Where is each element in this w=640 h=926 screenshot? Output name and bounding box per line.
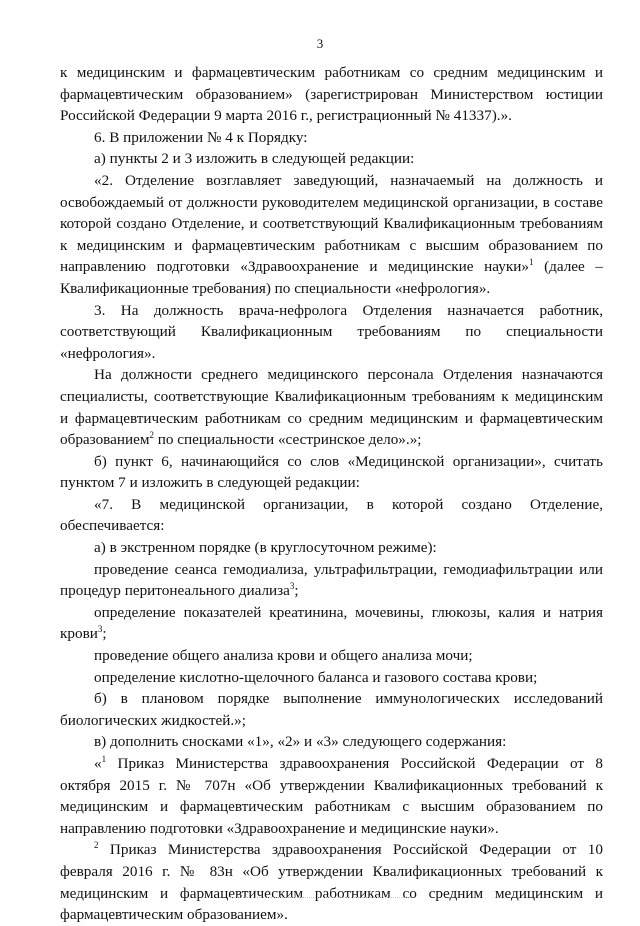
footnote-mark: 1: [528, 257, 534, 268]
footnote-text: [60, 839, 603, 925]
paragraph-text: проведение общего анализа крови и общего анализа мочи;: [94, 647, 473, 665]
paragraph-text: «7. В медицинской организации, в которой создано Отделение, обеспечивается:: [60, 495, 603, 535]
paragraph: [60, 170, 603, 300]
paragraph: [60, 364, 603, 450]
scan-artifact: [230, 897, 410, 901]
paragraph: [60, 62, 603, 127]
paragraph: [60, 667, 603, 689]
paragraph-text: Приказ Министерства здравоохранения Российской Федерации от 8 октября 2015 г. № 707н «Об утверждении Квалификационных требований к медицинским и фармацевтическим работникам с высшим образованием по направлению подготовки «Здравоохранение и медицинские науки».: [60, 755, 603, 837]
paragraph-text: ;: [102, 625, 107, 643]
paragraph: [60, 127, 603, 149]
paragraph-text: а) пункты 2 и 3 изложить в следующей редакции:: [94, 150, 415, 168]
paragraph-text: «: [94, 755, 102, 772]
document-body: [60, 62, 603, 926]
paragraph-text: ;: [294, 582, 299, 600]
paragraph-text: б) пункт 6, начинающийся со слов «Медицинской организации», считать пунктом 7 и изложить в следующей редакции:: [60, 452, 603, 492]
paragraph-text: «2. Отделение возглавляет заведующий, назначаемый на должность и освобождаемый от должности руководителем медицинской организации, в составе которой создано Отделение, и соответствующий Квалификационным требованиям к медицинским и фармацевтическим работникам с высшим образованием по направлению подготовки «Здравоохранение и медицинские науки»: [60, 171, 603, 276]
footnote-mark: 3: [289, 581, 295, 592]
footnote-mark: 1: [101, 753, 107, 764]
paragraph: [60, 731, 603, 753]
paragraph: [60, 300, 603, 365]
footnote-mark: 2: [94, 840, 99, 851]
footnote-mark: 3: [97, 624, 103, 635]
paragraph: [60, 537, 603, 559]
paragraph: [60, 451, 603, 494]
paragraph-text: б) в плановом порядке выполнение иммунологических исследований биологических жидкостей.»;: [60, 690, 603, 729]
paragraph-text: а) в экстренном порядке (в круглосуточном режиме):: [94, 539, 437, 557]
paragraph-text: проведение сеанса гемодиализа, ультрафильтрации, гемодиафильтрации или процедур перитонеального диализа: [60, 560, 603, 600]
page-number: 3: [316, 36, 324, 51]
paragraph: [60, 602, 603, 645]
footnote-mark: 2: [149, 430, 154, 441]
paragraph-text: (далее – Квалификационные требования) по специальности «нефрология».: [60, 258, 603, 297]
paragraph-text: 6. В приложении № 4 к Порядку:: [94, 128, 308, 146]
paragraph-text: На должности среднего медицинского персонала Отделения назначаются специалисты, соответствующие Квалификационным требованиям к медицинским и фармацевтическим работникам со средним медицинским и фармацевтическим образованием: [60, 366, 603, 449]
footnote-text: [60, 753, 603, 839]
paragraph: [60, 645, 603, 667]
paragraph-text: Приказ Министерства здравоохранения Российской Федерации от 10 февраля 2016 г. № 83н «Об утверждении Квалификационных требований к медицинским и фармацевтическим работникам со средним медицинским и фармацевтическим образованием».: [60, 841, 603, 924]
paragraph-text: определение показателей креатинина, мочевины, глюкозы, калия и натрия крови: [60, 603, 603, 643]
paragraph-text: к медицинским и фармацевтическим работникам со средним медицинским и фармацевтическим образованием» (зарегистрирован Министерством юстиции Российской Федерации 9 марта 2016 г., регистрационный № 41337).».: [60, 64, 603, 125]
paragraph: [60, 559, 603, 602]
paragraph-text: определение кислотно-щелочного баланса и газового состава крови;: [94, 668, 538, 686]
paragraph-text: 3. На должность врача-нефролога Отделения назначается работник, соответствующий Квалификационным требованиям по специальности «нефрология».: [60, 301, 603, 362]
paragraph: [60, 494, 603, 537]
paragraph: [60, 688, 603, 731]
paragraph: [60, 148, 603, 170]
paragraph-text: по специальности «сестринское дело».»;: [157, 431, 422, 449]
paragraph-text: в) дополнить сносками «1», «2» и «3» следующего содержания:: [94, 733, 507, 751]
